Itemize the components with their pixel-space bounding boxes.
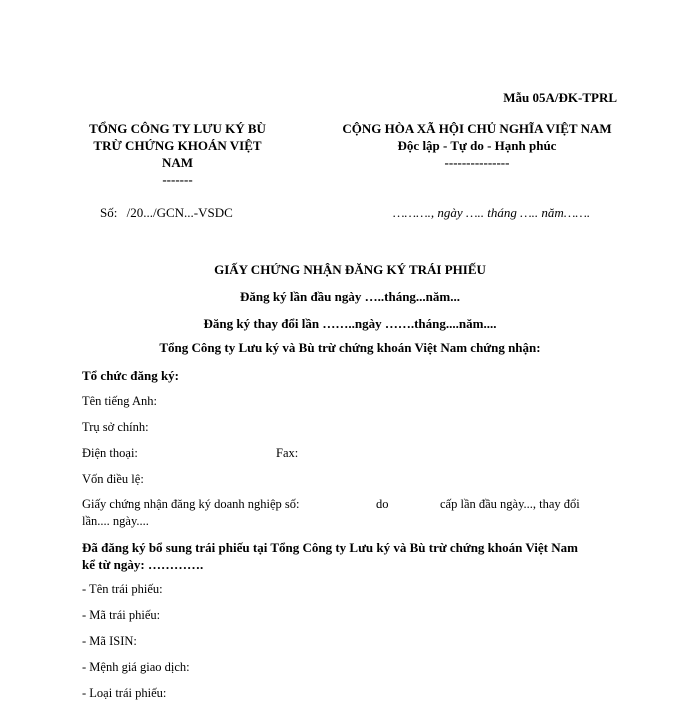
nation-motto: Độc lập - Tự do - Hạnh phúc: [397, 138, 557, 153]
head-office-field: Trụ sở chính:: [82, 420, 149, 434]
number-value: /20.../GCN...-VSDC: [126, 205, 233, 220]
business-cert-issuer: do: [376, 497, 389, 511]
bond-code-field: - Mã trái phiếu:: [82, 608, 161, 622]
document-title: GIẤY CHỨNG NHẬN ĐĂNG KÝ TRÁI PHIẾU: [214, 262, 486, 277]
document-number: [100, 205, 239, 221]
bond-name-field: - Tên trái phiếu:: [82, 582, 163, 596]
national-header: [286, 120, 668, 171]
first-registration-line: Đăng ký lần đầu ngày …..tháng...năm...: [240, 289, 460, 304]
form-code: Mẫu 05A/ĐK-TPRL: [503, 90, 617, 105]
date-line: ………., ngày ….. tháng ….. năm…….: [393, 205, 591, 220]
org-name-line2: TRỪ CHỨNG KHOÁN VIỆT: [93, 138, 262, 153]
bond-section-date: kể từ ngày: ………….: [82, 557, 204, 572]
number-label: Số:: [100, 205, 118, 220]
business-cert-issued: cấp lần đầu ngày..., thay đổi: [440, 497, 580, 511]
issuer-organization-header: [70, 120, 285, 188]
phone-field: Điện thoại:: [82, 446, 138, 460]
org-name-line3: NAM: [161, 155, 194, 170]
org-divider: -------: [162, 172, 193, 187]
par-value-field: - Mệnh giá giao dịch:: [82, 660, 190, 674]
change-registration-line: Đăng ký thay đổi lần ……..ngày …….tháng....năm....: [203, 316, 497, 331]
business-cert-label: Giấy chứng nhận đăng ký doanh nghiệp số:: [82, 497, 300, 511]
english-name-field: Tên tiếng Anh:: [82, 394, 157, 408]
bond-section-heading: Đã đăng ký bổ sung trái phiếu tại Tổng Công ty Lưu ký và Bù trừ chứng khoán Việt Nam: [82, 540, 578, 555]
fax-field: Fax:: [276, 446, 299, 460]
org-name-line1: TỔNG CÔNG TY LƯU KÝ BÙ: [89, 121, 266, 136]
charter-capital-field: Vốn điều lệ:: [82, 472, 144, 486]
bond-type-field: - Loại trái phiếu:: [82, 686, 167, 700]
certification-statement: Tổng Công ty Lưu ký và Bù trừ chứng khoán Việt Nam chứng nhận:: [159, 340, 541, 355]
isin-code-field: - Mã ISIN:: [82, 634, 137, 648]
nation-divider: ---------------: [444, 155, 510, 170]
business-cert-changes: lần.... ngày....: [82, 514, 149, 528]
org-section-heading: Tổ chức đăng ký:: [82, 368, 180, 383]
nation-name: CỘNG HÒA XÃ HỘI CHỦ NGHĨA VIỆT NAM: [342, 121, 612, 136]
